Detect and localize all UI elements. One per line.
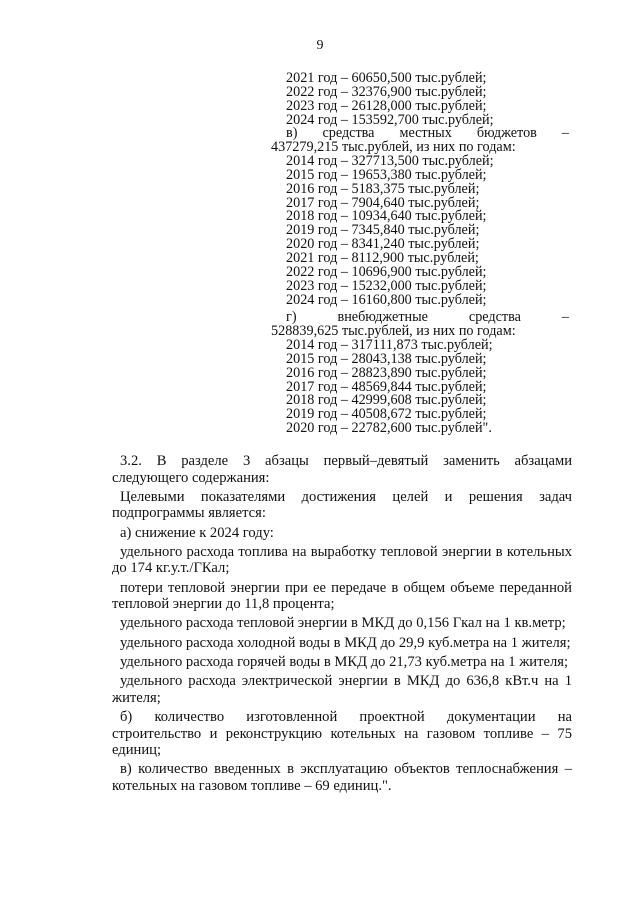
extra-budget-total: 528839,625 тыс.рублей, из них по годам: bbox=[271, 322, 516, 339]
year-line: 2024 год – 16160,800 тыс.рублей; bbox=[286, 291, 487, 308]
heading-word: – bbox=[561, 309, 569, 325]
item-a-paragraph: а) снижение к 2024 году: bbox=[120, 524, 274, 541]
amendment-intro-paragraph: 3.2. В разделе 3 абзацы первый–девятый заменить абзацами следующего содержания: bbox=[112, 453, 572, 486]
year-line: 2017 год – 48569,844 тыс.рублей; bbox=[286, 378, 487, 395]
item-c-paragraph: в) количество введенных в эксплуатацию объектов теплоснабжения – котельных на газовом топливе – 69 единиц.". bbox=[112, 761, 572, 794]
year-line: 2018 год – 10934,640 тыс.рублей; bbox=[286, 208, 487, 225]
heading-word: бюджетов bbox=[476, 125, 537, 141]
year-line: 2019 год – 7345,840 тыс.рублей; bbox=[286, 222, 480, 239]
heading-word: в) bbox=[286, 125, 298, 141]
item-b-paragraph: б) количество изготовленной проектной документации на строительство и реконструкцию котельных на газовом топливе – 75 единиц; bbox=[112, 709, 572, 759]
year-line: 2021 год – 8112,900 тыс.рублей; bbox=[286, 250, 479, 267]
heat-loss-paragraph: потери тепловой энергии при ее передаче в общем объеме переданной тепловой энергии до 11,8 процента; bbox=[112, 579, 572, 613]
extra-budget-block bbox=[271, 311, 569, 436]
year-line: 2020 год – 22782,600 тыс.рублей". bbox=[286, 420, 492, 437]
year-line: 2014 год – 327713,500 тыс.рублей; bbox=[286, 152, 494, 169]
cold-water-paragraph: удельного расхода холодной воды в МКД до 29,9 куб.метра на 1 жителя; bbox=[120, 634, 571, 651]
heading-word: внебюджетные bbox=[337, 309, 428, 325]
year-line: 2018 год – 42999,608 тыс.рублей; bbox=[286, 392, 487, 409]
year-line: 2019 год – 40508,672 тыс.рублей; bbox=[286, 406, 487, 423]
fuel-consumption-paragraph: удельного расхода топлива на выработку тепловой энергии в котельных до 174 кг.у.т./ГКал; bbox=[112, 543, 572, 577]
indicators-intro-paragraph: Целевыми показателями достижения целей и решения задач подпрограммы является: bbox=[112, 488, 572, 522]
year-line: 2023 год – 26128,000 тыс.рублей; bbox=[286, 97, 487, 114]
heading-word: местных bbox=[399, 125, 452, 141]
year-line: 2024 год – 153592,700 тыс.рублей; bbox=[286, 111, 494, 128]
year-line: 2017 год – 7904,640 тыс.рублей; bbox=[286, 194, 480, 211]
year-line: 2015 год – 19653,380 тыс.рублей; bbox=[286, 166, 487, 183]
year-line: 2014 год – 317111,873 тыс.рублей; bbox=[286, 336, 493, 353]
hot-water-paragraph: удельного расхода горячей воды в МКД до 21,73 куб.метра на 1 жителя; bbox=[120, 654, 569, 671]
local-budget-block bbox=[271, 127, 569, 308]
year-line: 2015 год – 28043,138 тыс.рублей; bbox=[286, 350, 487, 367]
year-line: 2016 год – 5183,375 тыс.рублей; bbox=[286, 180, 480, 197]
state-budget-years-block bbox=[271, 72, 569, 128]
year-line: 2023 год – 15232,000 тыс.рублей; bbox=[286, 277, 487, 294]
year-line: 2022 год – 10696,900 тыс.рублей; bbox=[286, 264, 487, 281]
section-3-amendment bbox=[112, 453, 572, 797]
electric-energy-paragraph: удельного расхода электрической энергии в МКД до 636,8 кВт.ч на 1 жителя; bbox=[112, 673, 572, 706]
year-line: 2022 год – 32376,900 тыс.рублей; bbox=[286, 83, 487, 100]
heading-word: средства bbox=[322, 125, 375, 141]
local-budget-total: 437279,215 тыс.рублей, из них по годам: bbox=[271, 138, 516, 155]
heat-energy-paragraph: удельного расхода тепловой энергии в МКД до 0,156 Гкал на 1 кв.метр; bbox=[120, 615, 566, 632]
heading-word: средства bbox=[468, 309, 521, 325]
year-line: 2020 год – 8341,240 тыс.рублей; bbox=[286, 236, 480, 253]
heading-word: – bbox=[561, 125, 569, 141]
heading-word: г) bbox=[286, 309, 297, 325]
year-line: 2016 год – 28823,890 тыс.рублей; bbox=[286, 364, 487, 381]
page-number: 9 bbox=[316, 38, 324, 53]
year-line: 2021 год – 60650,500 тыс.рублей; bbox=[286, 70, 487, 86]
